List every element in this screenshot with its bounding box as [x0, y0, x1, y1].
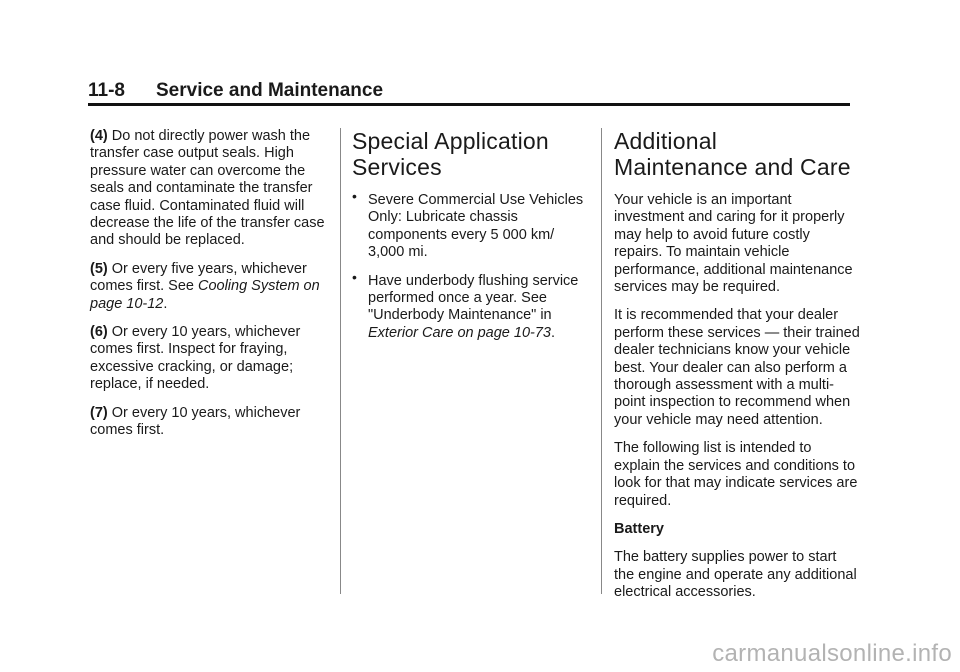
note-text: Or every 10 years, whichever comes first.: [90, 404, 301, 439]
paragraph: It is recommended that your dealer perform these services — their trained dealer technicians know your vehicle best. Your dealer can also perform a thorough assessment with a multi-point inspection to recommend when your vehicle may need attention.: [614, 307, 860, 428]
note-number: (7): [90, 404, 108, 421]
column-right: [614, 128, 860, 613]
subheading-battery: Battery: [614, 520, 664, 537]
note-6: [90, 324, 336, 394]
column-middle: [352, 128, 592, 353]
heading-line-2: Services: [352, 154, 442, 180]
note-7: [90, 405, 336, 440]
note-text-end: .: [163, 295, 168, 312]
paragraph: Your vehicle is an important investment and caring for it properly may help to avoid future costly repairs. To maintain vehicle performance, additional maintenance services may be required.: [614, 192, 853, 296]
note-text: Or every 10 years, whichever comes first. Inspect for fraying, excessive cracking, or damage; replace, if needed.: [90, 324, 301, 393]
heading-line-1: Special Application: [352, 128, 549, 154]
cross-reference-link[interactable]: Cooling System on page 10-12: [90, 278, 320, 312]
bullet-icon: •: [352, 188, 357, 204]
page-header: [88, 80, 850, 106]
column-divider-2: [601, 128, 602, 594]
note-number: (4): [90, 128, 108, 144]
note-text: Do not directly power wash the transfer case output seals. High pressure water can overcome the seals and contaminate the transfer case fluid. Contaminated fluid will decrease the life of the transfer case and should be replaced.: [90, 128, 325, 249]
list-item: [352, 268, 592, 343]
paragraph: The battery supplies power to start the engine and operate any additional electrical accessories.: [614, 549, 857, 601]
bullet-icon: •: [352, 268, 357, 285]
heading-line-1: Additional: [614, 128, 718, 154]
watermark-text: carmanualsonline.info: [712, 640, 952, 667]
heading-additional-maintenance: [614, 128, 860, 180]
column-left: [90, 128, 336, 451]
list-item: [352, 188, 592, 262]
note-text: Or every five years, whichever comes first. See: [90, 260, 307, 295]
list-item-text: Have underbody flushing service performed once a year. See "Underbody Maintenance" in: [368, 272, 579, 324]
list-item-text: Severe Commercial Use Vehicles Only: Lubricate chassis components every 5 000 km/ 3,000 mi.: [368, 192, 584, 261]
note-number: (5): [90, 260, 108, 277]
note-number: (6): [90, 324, 108, 341]
column-divider-1: [340, 128, 341, 594]
list-item-text-end: .: [550, 324, 556, 341]
page-number: 11-8: [88, 80, 125, 101]
cross-reference-link[interactable]: Exterior Care on page 10-73: [368, 324, 551, 341]
services-list: [352, 188, 592, 342]
note-5: [90, 261, 336, 313]
heading-special-application-services: [352, 128, 592, 180]
heading-line-2: Maintenance and Care: [614, 154, 851, 180]
section-title: Service and Maintenance: [156, 80, 384, 101]
paragraph: The following list is intended to explain the services and conditions to look for that may indicate services are required.: [614, 440, 858, 509]
note-4: [90, 128, 336, 250]
